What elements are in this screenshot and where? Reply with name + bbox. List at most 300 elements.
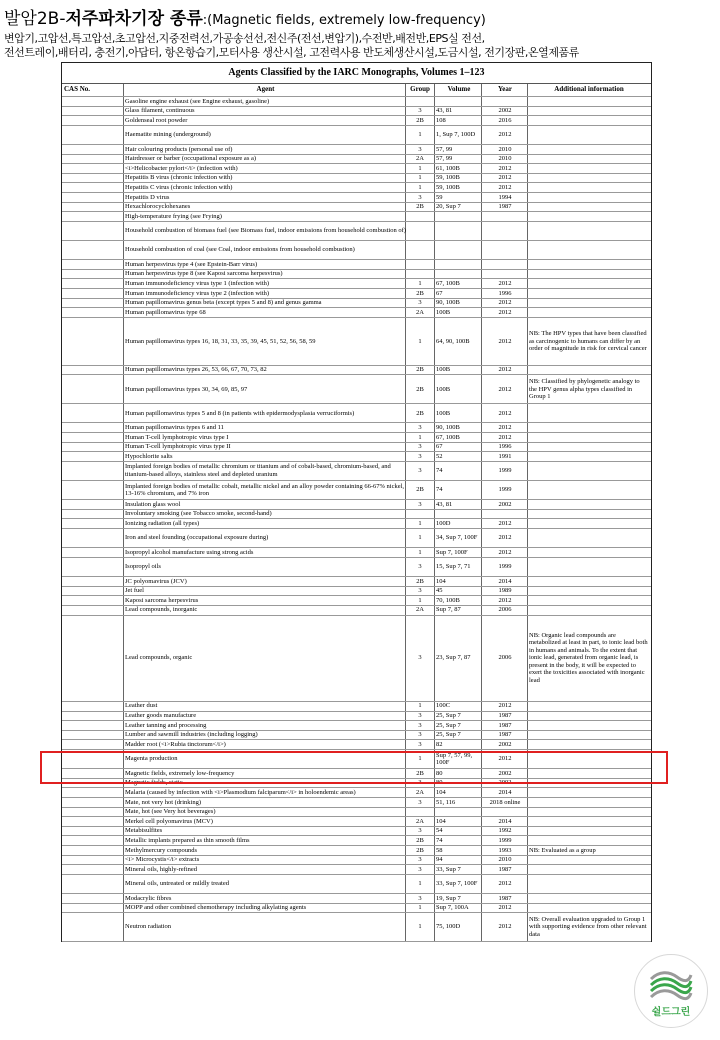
cell-year: 2012 <box>498 433 512 441</box>
cell-volume: Sup 7, 100F <box>436 548 468 556</box>
cell-info <box>529 788 649 797</box>
table-row <box>62 894 651 904</box>
cell-group <box>407 510 433 519</box>
cell-volume: 80 <box>436 779 443 787</box>
cell-cas <box>64 308 122 317</box>
cell-year <box>483 241 527 259</box>
cell-info <box>529 702 649 711</box>
cell-group: 2B <box>416 366 424 374</box>
table-row <box>62 279 651 289</box>
cell-volume: 23, Sup 7, 87 <box>436 654 471 662</box>
cell-group: 2B <box>416 846 424 854</box>
cell-cas <box>64 558 122 576</box>
cell-volume: 90, 100B <box>436 299 460 307</box>
cell-year: 2012 <box>498 904 512 912</box>
cell-info <box>529 510 649 519</box>
cell-volume: 100B <box>436 366 451 374</box>
cell-cas <box>64 116 122 125</box>
cell-year <box>483 260 527 269</box>
cell-group: 3 <box>418 500 422 508</box>
cell-info <box>529 203 649 212</box>
cell-group: 1 <box>418 923 422 931</box>
cell-volume: 59, 100B <box>436 183 460 191</box>
cell-group: 3 <box>418 798 422 806</box>
cell-cas <box>64 404 122 422</box>
table-row <box>62 423 651 433</box>
cell-info: NB: The HPV types that have been classified as carcinogenic to humans can differ by an order of magnitude in risk for cervical cancer <box>529 330 647 353</box>
cell-group: 3 <box>418 731 422 739</box>
cell-volume: 67, 100B <box>436 279 460 287</box>
cell-cas <box>64 222 122 240</box>
cell-group: 3 <box>418 654 422 662</box>
table-row <box>62 155 651 165</box>
cell-cas <box>64 721 122 730</box>
cell-agent: Human papillomavirus genus beta (except types 5 and 8) and genus gamma <box>125 299 322 307</box>
cell-agent: Human herpesvirus type 4 (see Epstein-Barr virus) <box>125 260 258 268</box>
cell-group: 1 <box>418 596 422 604</box>
cell-cas <box>64 827 122 836</box>
table-row <box>62 616 651 702</box>
cell-group: 1 <box>418 904 422 912</box>
cell-info <box>529 452 649 461</box>
cell-agent: Hairdresser or barber (occupational exposure as a) <box>125 155 257 163</box>
cell-info <box>529 222 649 240</box>
cell-volume: 74 <box>436 467 443 475</box>
cell-agent: Neutron radiation <box>125 923 172 931</box>
cell-volume: 61, 100B <box>436 164 460 172</box>
cell-agent: <i> Microcystis</i> extracts <box>125 856 200 864</box>
cell-group <box>407 241 433 259</box>
cell-group <box>407 260 433 269</box>
cell-volume <box>436 808 482 817</box>
cell-agent: Mineral oils, highly-refined <box>125 865 198 873</box>
cell-group: 3 <box>418 827 422 835</box>
cell-agent: High-temperature frying (see Frying) <box>125 212 222 220</box>
cell-cas <box>64 145 122 154</box>
cell-info <box>529 279 649 288</box>
cell-group: 1 <box>418 548 422 556</box>
table-row <box>62 875 651 894</box>
cell-volume: 100B <box>436 385 451 393</box>
cell-info <box>529 308 649 317</box>
cell-info <box>529 856 649 865</box>
col-header-info: Additional information <box>554 85 624 94</box>
cell-volume: 100D <box>436 520 451 528</box>
cell-volume: 57, 99 <box>436 155 453 163</box>
cell-volume: 45 <box>436 587 443 595</box>
cell-cas <box>64 183 122 192</box>
cell-volume: 59, 100B <box>436 174 460 182</box>
cell-group: 2A <box>416 308 424 316</box>
cell-volume: Sup 7, 57, 99, 100F <box>436 751 473 767</box>
cell-group: 3 <box>418 107 422 115</box>
iarc-document <box>61 62 652 942</box>
cell-agent: Magnetic fields, extremely low-frequency <box>125 769 235 777</box>
cell-agent: Metallic implants prepared as thin smooth films <box>125 836 250 844</box>
cell-year: 2012 <box>498 164 512 172</box>
cell-group: 2A <box>416 788 424 796</box>
table-row <box>62 452 651 462</box>
cell-info <box>529 183 649 192</box>
cell-cas <box>64 596 122 605</box>
table-row <box>62 606 651 616</box>
table-row <box>62 366 651 376</box>
cell-year: 1992 <box>498 827 512 835</box>
cell-cas <box>64 520 122 529</box>
cell-year: 2006 <box>498 654 512 662</box>
table-row <box>62 587 651 597</box>
cell-volume: 70, 100B <box>436 596 460 604</box>
cell-volume: 100B <box>436 409 451 417</box>
cell-info <box>529 529 649 547</box>
table-row <box>62 183 651 193</box>
cell-volume: Sup 7, 87 <box>436 606 461 614</box>
cell-agent: Mineral oils, untreated or mildly treated <box>125 880 229 888</box>
cell-cas <box>64 164 122 173</box>
highlight-box <box>40 751 668 784</box>
cell-cas <box>64 366 122 375</box>
table-row <box>62 203 651 213</box>
cell-group: 1 <box>418 164 422 172</box>
cell-cas <box>64 856 122 865</box>
cell-year: 2002 <box>498 107 512 115</box>
agents-table <box>62 83 651 942</box>
cell-cas <box>64 289 122 298</box>
table-row <box>62 193 651 203</box>
cell-cas <box>64 318 122 365</box>
cell-cas <box>64 212 122 221</box>
cell-year: 2014 <box>498 577 512 585</box>
cell-year: 2012 <box>498 131 512 139</box>
cell-info <box>529 606 649 615</box>
cell-group: 3 <box>418 721 422 729</box>
cell-volume: 59 <box>436 193 443 201</box>
cell-year: 2012 <box>498 424 512 432</box>
cell-group: 2B <box>416 486 424 494</box>
cell-cas <box>64 375 122 403</box>
cell-info <box>529 404 649 422</box>
table-row <box>62 577 651 587</box>
cell-agent: JC polyomavirus (JCV) <box>125 577 187 585</box>
cell-info <box>529 116 649 125</box>
cell-info <box>529 299 649 308</box>
cell-volume: 108 <box>436 116 446 124</box>
cell-group: 1 <box>418 755 422 763</box>
cell-info <box>529 520 649 529</box>
cell-group: 3 <box>418 299 422 307</box>
cell-year: 1999 <box>498 563 512 571</box>
cell-info: NB: Evaluated as a group <box>529 846 596 854</box>
cell-agent: Human papillomavirus types 26, 53, 66, 67, 70, 73, 82 <box>125 366 267 374</box>
cell-agent: Madder root (<i>Rubia tinctorum</i>) <box>125 740 226 748</box>
cell-info <box>529 260 649 269</box>
cell-group: 1 <box>418 520 422 528</box>
cell-year: 2010 <box>498 856 512 864</box>
table-row <box>62 788 651 798</box>
cell-agent: Metabisulfites <box>125 827 163 835</box>
cell-year: 2012 <box>498 299 512 307</box>
cell-cas <box>64 548 122 557</box>
cell-agent: Human papillomavirus types 16, 18, 31, 33, 35, 39, 45, 51, 52, 56, 58, 59 <box>125 337 316 345</box>
cell-agent: Hypochlorite salts <box>125 452 173 460</box>
cell-info <box>529 587 649 596</box>
cell-cas <box>64 702 122 711</box>
table-row <box>62 856 651 866</box>
cell-agent: Ionizing radiation (all types) <box>125 520 200 528</box>
cell-group: 3 <box>418 467 422 475</box>
table-row <box>62 443 651 453</box>
cell-year: 2002 <box>498 779 512 787</box>
cell-year: 1991 <box>498 452 512 460</box>
cell-info <box>529 481 649 499</box>
cell-year: 2010 <box>498 145 512 153</box>
cell-volume: 57, 99 <box>436 145 453 153</box>
cell-group: 1 <box>418 279 422 287</box>
cell-agent: Iron and steel founding (occupational exposure during) <box>125 534 269 542</box>
title-english: :(Magnetic fields, extremely low-frequency) <box>202 13 486 28</box>
cell-group: 3 <box>418 779 422 787</box>
cell-volume <box>436 260 482 269</box>
cell-info <box>529 836 649 845</box>
table-row <box>62 904 651 914</box>
cell-agent: Human papillomavirus types 5 and 8 (in patients with epidermodysplasia verruciformis) <box>125 409 355 417</box>
cell-agent: Hepatitis D virus <box>125 193 170 201</box>
cell-group: 3 <box>418 865 422 873</box>
cell-info <box>529 740 649 749</box>
cell-year <box>483 212 527 221</box>
cell-year: 2012 <box>498 880 512 888</box>
cell-info <box>529 193 649 202</box>
cell-year: 2012 <box>498 596 512 604</box>
cell-group: 2B <box>416 769 424 777</box>
cell-volume: 1, Sup 7, 100D <box>436 131 476 139</box>
cell-year: 2012 <box>498 923 512 931</box>
cell-year: 2012 <box>498 308 512 316</box>
cell-cas <box>64 279 122 288</box>
table-row <box>62 548 651 558</box>
cell-year: 1987 <box>498 712 512 720</box>
cell-agent: Hepatitis B virus (chronic infection with) <box>125 174 233 182</box>
cell-agent: Magnetic fields, static <box>125 779 183 787</box>
cell-cas <box>64 155 122 164</box>
table-row <box>62 712 651 722</box>
cell-info <box>529 462 649 480</box>
cell-volume: 75, 100D <box>436 923 461 931</box>
cell-year <box>483 97 527 106</box>
cell-volume: 74 <box>436 486 443 494</box>
table-row <box>62 817 651 827</box>
cell-cas <box>64 904 122 913</box>
cell-info <box>529 904 649 913</box>
shieldgreen-logo <box>634 954 708 1028</box>
cell-group: 2A <box>416 155 424 163</box>
cell-group: 1 <box>418 131 422 139</box>
cell-year: 1999 <box>498 486 512 494</box>
cell-volume: 25, Sup 7 <box>436 721 461 729</box>
cell-cas <box>64 788 122 797</box>
cell-agent: Implanted foreign bodies of metallic chromium or titanium and of cobalt-based, chromium-based, and titanium-based alloys, stainless steel and depleted uranium <box>125 463 391 478</box>
table-row <box>62 702 651 712</box>
cell-agent: Methylmercury compounds <box>125 846 198 854</box>
cell-group: 2B <box>416 385 424 393</box>
cell-group: 3 <box>418 587 422 595</box>
cell-info: NB: Overall evaluation upgraded to Group 1 with supporting evidence from other relevant data <box>529 915 647 938</box>
cell-info <box>529 798 649 807</box>
cell-volume: 80 <box>436 769 443 777</box>
cell-year: 2012 <box>498 183 512 191</box>
cell-info <box>529 270 649 279</box>
cell-info <box>529 443 649 452</box>
cell-cas <box>64 817 122 826</box>
cell-agent: Insulation glass wool <box>125 500 181 508</box>
cell-year: 1987 <box>498 865 512 873</box>
cell-year <box>483 808 527 817</box>
title-korean: 저주파차기장 종류 <box>65 9 203 29</box>
cell-group: 2B <box>416 409 424 417</box>
cell-agent: Kaposi sarcoma herpesvirus <box>125 596 199 604</box>
cell-group: 3 <box>418 193 422 201</box>
cell-info <box>529 596 649 605</box>
page-header <box>4 8 716 60</box>
cell-info <box>529 721 649 730</box>
cell-cas <box>64 270 122 279</box>
cell-year: 1989 <box>498 587 512 595</box>
cell-agent: Merkel cell polyomavirus (MCV) <box>125 817 213 825</box>
table-row <box>62 558 651 577</box>
table-row <box>62 260 651 270</box>
table-row <box>62 596 651 606</box>
cell-agent: Glass filament, continuous <box>125 107 195 115</box>
logo-text: 쉴드그린 <box>651 1007 691 1018</box>
cell-cas <box>64 712 122 721</box>
cell-cas <box>64 529 122 547</box>
cell-info <box>529 155 649 164</box>
table-row <box>62 222 651 241</box>
table-row <box>62 289 651 299</box>
cell-info: NB: Organic lead compounds are metabolized at least in part, to ionic lead both in humans and animals. To the extent that ionic lead, generated from organic lead, is present in the body, it will be expected to exert the toxicities associated with inorganic lead <box>529 631 648 684</box>
cell-info <box>529 174 649 183</box>
cell-cas <box>64 894 122 903</box>
logo-wave-icon <box>649 967 693 1001</box>
cell-volume: 34, Sup 7, 100F <box>436 534 478 542</box>
title-prefix: 발암2B- <box>4 9 66 29</box>
cell-cas <box>64 174 122 183</box>
table-row <box>62 462 651 481</box>
cell-volume: 64, 90, 100B <box>436 337 470 345</box>
cell-agent: Gasoline engine exhaust (see Engine exhaust, gasoline) <box>125 97 270 105</box>
cell-info <box>529 712 649 721</box>
cell-cas <box>64 846 122 855</box>
cell-year: 1999 <box>498 467 512 475</box>
cell-agent: Malaria (caused by infection with <i>Plasmodium falciparum</i> in holoendemic areas) <box>125 788 356 796</box>
cell-volume <box>436 270 482 279</box>
cell-agent: Involuntary smoking (see Tobacco smoke, second-hand) <box>125 510 272 518</box>
cell-year: 2012 <box>498 366 512 374</box>
cell-volume <box>436 241 482 259</box>
cell-agent: Human papillomavirus type 68 <box>125 308 206 316</box>
table-row <box>62 308 651 318</box>
cell-cas <box>64 577 122 586</box>
table-row <box>62 404 651 423</box>
cell-info <box>529 577 649 586</box>
cell-info <box>529 827 649 836</box>
cell-volume: 54 <box>436 827 443 835</box>
table-row <box>62 740 651 750</box>
col-header-cas: CAS No. <box>64 85 91 94</box>
cell-cas <box>64 740 122 749</box>
cell-info <box>529 366 649 375</box>
table-row <box>62 529 651 548</box>
cell-agent: Leather goods manufacture <box>125 712 197 720</box>
cell-agent: Leather dust <box>125 702 158 710</box>
cell-info <box>529 500 649 509</box>
table-row <box>62 731 651 741</box>
cell-info <box>529 731 649 740</box>
cell-cas <box>64 836 122 845</box>
cell-year: 2014 <box>498 788 512 796</box>
cell-agent: Modacrylic fibres <box>125 894 172 902</box>
cell-agent: Human T-cell lymphotropic virus type II <box>125 443 231 451</box>
cell-year: 2006 <box>498 606 512 614</box>
cell-year: 2012 <box>498 702 512 710</box>
cell-volume: 20, Sup 7 <box>436 203 461 211</box>
source-list-line-1: 변압기,고압선,특고압선,초고압선,지중전력선,가공송선선,전신주(전선,변압기),수전반,배전반,EPS실 전선, <box>4 32 485 45</box>
cell-group: 2A <box>416 606 424 614</box>
cell-group: 1 <box>418 183 422 191</box>
cell-cas <box>64 423 122 432</box>
cell-group: 3 <box>418 894 422 902</box>
cell-volume: 104 <box>436 788 446 796</box>
table-row <box>62 827 651 837</box>
cell-cas <box>64 481 122 499</box>
cell-agent: Household combustion of biomass fuel (see Biomass fuel, indoor emissions from household combustion of) <box>125 227 406 235</box>
cell-group: 1 <box>418 433 422 441</box>
page-title <box>4 8 716 32</box>
cell-cas <box>64 510 122 519</box>
cell-cas <box>64 126 122 144</box>
cell-cas <box>64 452 122 461</box>
cell-group: 3 <box>418 712 422 720</box>
table-row <box>62 97 651 107</box>
cell-info <box>529 817 649 826</box>
col-header-year: Year <box>498 85 512 94</box>
cell-cas <box>64 97 122 106</box>
cell-volume: Sup 7, 100A <box>436 904 469 912</box>
table-row <box>62 299 651 309</box>
table-grid <box>62 84 651 942</box>
cell-agent: Isopropyl oils <box>125 563 161 571</box>
cell-group: 2B <box>416 116 424 124</box>
cell-cas <box>64 299 122 308</box>
cell-agent: Human papillomavirus types 6 and 11 <box>125 424 224 432</box>
table-row <box>62 241 651 260</box>
cell-volume: 94 <box>436 856 443 864</box>
cell-volume: 67 <box>436 443 443 451</box>
cell-group <box>407 808 433 817</box>
cell-cas <box>64 107 122 116</box>
table-header-row <box>62 84 651 97</box>
table-row <box>62 116 651 126</box>
cell-group: 3 <box>418 452 422 460</box>
cell-cas <box>64 798 122 807</box>
cell-group: 2B <box>416 203 424 211</box>
cell-year: 2012 <box>498 337 512 345</box>
cell-group <box>407 97 433 106</box>
cell-year <box>483 510 527 519</box>
table-row <box>62 865 651 875</box>
cell-group: 3 <box>418 443 422 451</box>
table-row <box>62 126 651 145</box>
